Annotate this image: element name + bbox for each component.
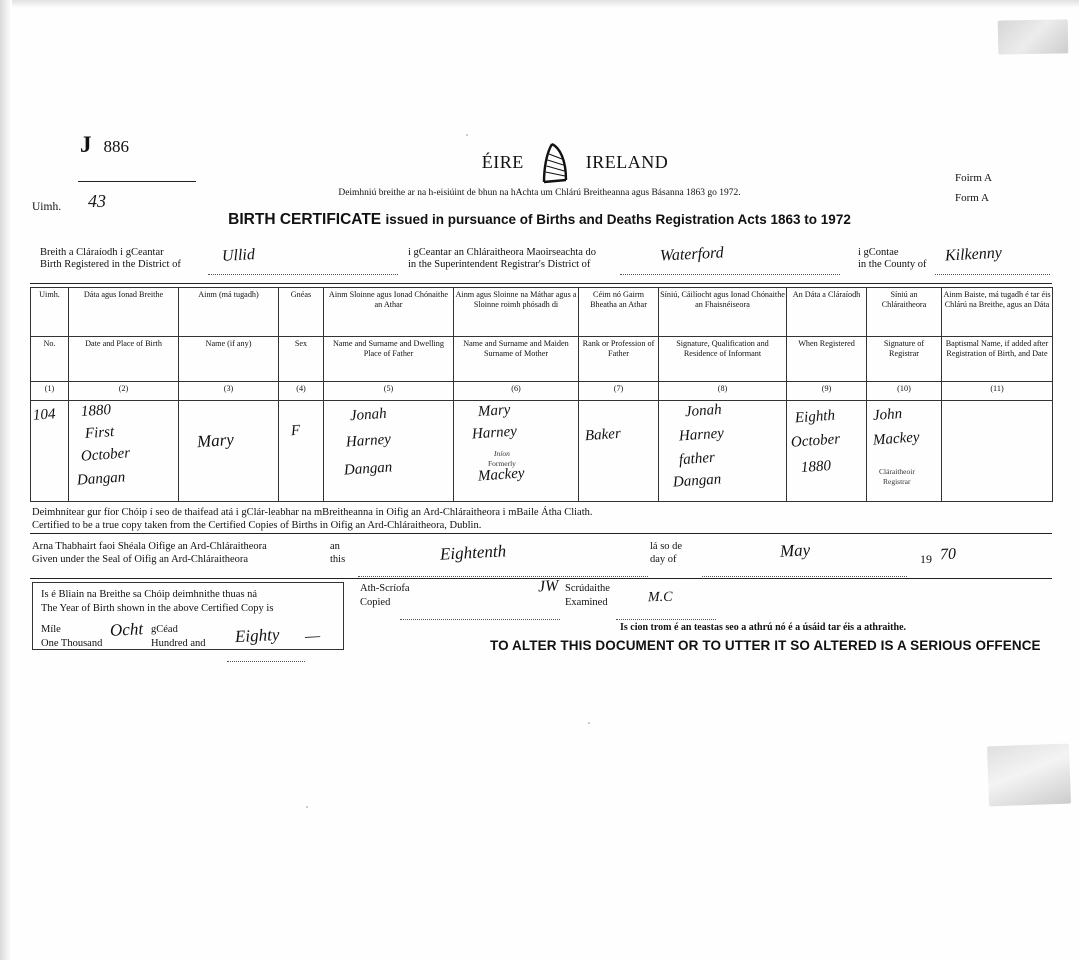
column-number-2: (2) — [69, 382, 179, 401]
irish-subtitle: Deimhniú breithe ar na h-eisiúint de bhun na hAchta um Chlárú Breitheanna agus Básanna 1863 go 1972. — [338, 188, 741, 198]
header-irish-11: Ainm Baiste, má tugadh é tar éis Chlárú na Breithe, agus an Dáta — [942, 288, 1053, 337]
district-labels — [40, 247, 181, 271]
month-dots — [702, 563, 907, 577]
district-label-english: Birth Registered in the District of — [40, 259, 181, 270]
cell-child-name — [179, 401, 279, 502]
header-english-3: Name (if any) — [179, 337, 279, 382]
header-english-4: Sex — [279, 337, 324, 382]
copied-dots — [400, 606, 560, 620]
given-year-value: 70 — [939, 545, 957, 564]
father-dwelling-value: Dangan — [343, 459, 393, 479]
father-rank-value: Baker — [584, 425, 622, 445]
given-under-seal-english: Given under the Seal of Oifig an Ard-Chláraitheora — [32, 554, 249, 565]
mother-surname-value: Harney — [471, 423, 518, 443]
informant-surname-value: Harney — [678, 425, 725, 445]
registrar-note-irish: Cláraitheoir — [879, 467, 915, 476]
header-english-1: No. — [31, 337, 69, 382]
table-header-row-numbers — [31, 382, 1053, 401]
father-forename-value: Jonah — [349, 405, 388, 425]
title-main: BIRTH CERTIFICATE — [228, 211, 382, 228]
certification-english: Certified to be a true copy taken from the Certified Copies of Births in Oifig an Ard-Chláraitheora, Dublin. — [32, 520, 482, 531]
county-labels — [858, 247, 927, 271]
table-top-rule — [30, 283, 1052, 284]
header-english-5: Name and Surname and Dwelling Place of Father — [324, 337, 454, 382]
table-row — [31, 401, 1053, 502]
mother-formerly-label-irish: Iníon — [494, 449, 510, 458]
scan-speck — [466, 134, 468, 136]
hundred-label: Hundred and — [151, 638, 206, 649]
registrar-surname-value: Mackey — [872, 429, 921, 449]
scan-artifact-bottom-right — [987, 744, 1071, 807]
page-title — [0, 211, 1079, 229]
la-so-de-label: lá so de — [650, 541, 683, 552]
county-label-irish: i gContae — [858, 247, 899, 258]
examined-dots — [616, 606, 716, 620]
header-english-8: Signature, Qualification and Residence of Informant — [659, 337, 787, 382]
cell-mother-details — [454, 401, 579, 502]
scan-artifact-top-right — [998, 19, 1069, 54]
child-name-value: Mary — [196, 429, 235, 452]
column-number-11: (11) — [942, 382, 1053, 401]
given-day-value: Eightenth — [439, 541, 507, 564]
column-number-4: (4) — [279, 382, 324, 401]
form-label-english: Form A — [955, 192, 989, 204]
registrar-forename-value: John — [872, 406, 903, 424]
examined-initials-value: M.C — [647, 589, 673, 606]
father-surname-value: Harney — [345, 431, 392, 451]
informant-residence-value: Dangan — [672, 471, 722, 491]
scan-edge-left — [0, 0, 12, 960]
birth-month-value: October — [80, 445, 131, 465]
registration-line — [30, 244, 1052, 277]
uimh-value: 43 — [88, 191, 106, 211]
year-of-birth-box — [32, 582, 344, 650]
year-word-dots — [227, 648, 305, 662]
cell-when-registered — [787, 401, 867, 502]
warning-irish: Is cion trom é an teastas seo a athrú nó é a úsáid tar éis a athraithe. — [620, 622, 907, 633]
harp-icon — [538, 140, 572, 184]
column-number-3: (3) — [179, 382, 279, 401]
header-english-11: Baptismal Name, if added after Registration of Birth, and Date — [942, 337, 1053, 382]
column-number-10: (10) — [867, 382, 942, 401]
superintendent-label-irish: i gCeantar an Chláraitheora Maoirseachta do — [408, 247, 597, 258]
day-dots — [358, 563, 648, 577]
entry-number-value: 104 — [32, 406, 56, 424]
column-number-7: (7) — [579, 382, 659, 401]
district-label-irish: Breith a Cláraíodh i gCeantar — [40, 247, 164, 258]
header-english-10: Signature of Registrar — [867, 337, 942, 382]
header-irish-1: Uimh. — [31, 288, 69, 337]
certification-irish: Deimhnítear gur fíor Chóip í seo de thaifead atá i gClár-leabhar na mBreitheanna in Oifig an Ard-Chláraitheora i mBaile Átha Cliath. — [32, 507, 593, 518]
cell-sex — [279, 401, 324, 502]
county-value: Kilkenny — [944, 244, 1003, 265]
scan-speck — [306, 806, 308, 808]
certification-block — [32, 506, 592, 532]
given-month-value: May — [779, 540, 811, 561]
header-irish-6: Ainm agus Sloinne na Máthar agus a Sloinne roimh phósadh di — [454, 288, 579, 337]
copied-label: Copied — [360, 597, 391, 608]
crest-row — [455, 140, 695, 184]
mile-label: Míle — [41, 624, 61, 635]
cell-date-place-of-birth — [69, 401, 179, 502]
header-irish-7: Céim nó Gairm Bheatha an Athar — [579, 288, 659, 337]
scrudaithe-label: Scrúdaithe — [565, 583, 610, 594]
an-label: an — [330, 541, 340, 552]
country-name-english: IRELAND — [585, 151, 669, 172]
header-irish-5: Ainm Sloinne agus Ionad Chónaithe an Athar — [324, 288, 454, 337]
copied-initials-value: JW — [537, 577, 559, 596]
header-irish-4: Gnéas — [279, 288, 324, 337]
this-label: this — [330, 554, 346, 565]
header-english-6: Name and Surname and Maiden Surname of Mother — [454, 337, 579, 382]
reference-prefix: J — [80, 132, 92, 157]
year-word-dash: — — [304, 625, 321, 646]
registered-year-value: 1880 — [800, 457, 832, 477]
title-rest: issued in pursuance of Births and Deaths Registration Acts 1863 to 1972 — [385, 212, 851, 227]
superintendent-value: Waterford — [659, 244, 725, 265]
one-thousand-label: One Thousand — [41, 638, 103, 649]
given-under-seal-irish: Arna Thabhairt faoi Shéala Oifige an Ard-Chláraitheora — [32, 541, 267, 552]
registered-month-value: October — [790, 431, 841, 451]
header-english-2: Date and Place of Birth — [69, 337, 179, 382]
header-irish-2: Dáta agus Ionad Breithe — [69, 288, 179, 337]
given-under-seal-labels — [32, 540, 267, 566]
year-word-english-value: Eighty — [234, 624, 280, 647]
column-number-8: (8) — [659, 382, 787, 401]
district-value: Ullid — [221, 246, 256, 265]
country-name-irish: ÉIRE — [481, 151, 524, 172]
gcead-label: gCéad — [151, 624, 178, 635]
certification-rule — [30, 533, 1052, 534]
mother-formerly-label-english: Formerly — [488, 459, 516, 468]
column-number-9: (9) — [787, 382, 867, 401]
header-irish-9: An Dáta a Cláraíodh — [787, 288, 867, 337]
year-box-english: The Year of Birth shown in the above Certified Copy is — [41, 603, 274, 614]
uimh-label: Uimh. — [32, 201, 62, 213]
county-label-english: in the County of — [858, 259, 927, 270]
cell-father-details — [324, 401, 454, 502]
column-number-1: (1) — [31, 382, 69, 401]
given-under-seal-fields — [330, 540, 1030, 569]
cell-registrar-signature — [867, 401, 942, 502]
sex-value: F — [290, 422, 301, 440]
header-irish-10: Síniú an Chláraitheora — [867, 288, 942, 337]
examined-label: Examined — [565, 597, 608, 608]
year-box-irish: Is é Bliain na Breithe sa Chóip deimhnithe thuas ná — [41, 589, 258, 600]
informant-qualification-value: father — [678, 449, 716, 469]
header-irish-3: Ainm (má tugadh) — [179, 288, 279, 337]
superintendent-label-english: in the Superintendent Registrar's District of — [408, 259, 591, 270]
cell-entry-number — [31, 401, 69, 502]
foirm-label-irish: Foirm A — [955, 172, 992, 184]
superintendent-labels — [408, 247, 596, 271]
cell-informant — [659, 401, 787, 502]
registered-day-value: Eighth — [794, 407, 836, 427]
registrar-note-english: Registrar — [883, 477, 911, 486]
birth-day-value: First — [84, 424, 115, 442]
reference-number: 886 — [103, 137, 129, 156]
header-english-7: Rank or Profession of Father — [579, 337, 659, 382]
table-header-row-english — [31, 337, 1053, 382]
year-word-irish-value: Ocht — [109, 619, 144, 640]
cell-baptismal-name — [942, 401, 1053, 502]
table-header-row-irish — [31, 288, 1053, 337]
document-reference — [80, 132, 129, 158]
column-number-6: (6) — [454, 382, 579, 401]
reference-underline — [78, 181, 196, 182]
year-prefix: 19 — [920, 552, 932, 566]
warning-english: TO ALTER THIS DOCUMENT OR TO UTTER IT SO ALTERED IS A SERIOUS OFFENCE — [490, 638, 1041, 653]
scan-edge-top — [0, 0, 1079, 8]
year-box-values-row — [41, 623, 341, 651]
scan-speck — [588, 722, 590, 724]
header-english-9: When Registered — [787, 337, 867, 382]
birth-place-value: Dangan — [76, 469, 126, 489]
cell-father-rank — [579, 401, 659, 502]
birth-register-table — [30, 287, 1053, 502]
informant-forename-value: Jonah — [684, 401, 723, 421]
mother-forename-value: Mary — [477, 401, 511, 421]
athscriofa-label: Ath-Scríofa — [360, 583, 410, 594]
birth-year-value: 1880 — [80, 401, 112, 421]
day-of-label: day of — [650, 554, 677, 565]
mother-maiden-surname-value: Mackey — [477, 465, 526, 485]
superintendent-dots — [620, 261, 840, 275]
column-number-5: (5) — [324, 382, 454, 401]
header-irish-8: Síniú, Cáilíocht agus Ionad Chónaithe an Fhaisnéiseora — [659, 288, 787, 337]
